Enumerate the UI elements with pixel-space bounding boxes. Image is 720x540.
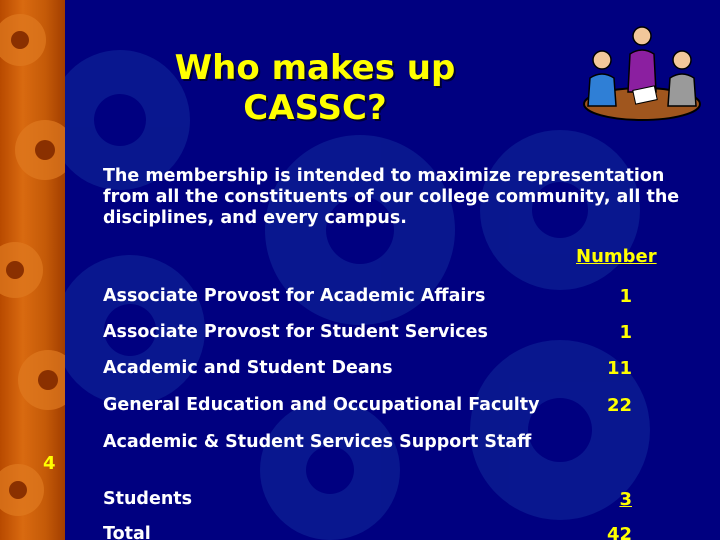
- member-row-value: 42: [606, 524, 632, 540]
- intro-paragraph: The membership is intended to maximize representation from all the constituents of our college community, all the disciplines, and every campus.: [103, 166, 680, 228]
- member-row-value: 22: [606, 395, 632, 416]
- member-row-label: Academic & Student Services Support Staff: [103, 432, 532, 452]
- meeting-clipart-icon: [576, 14, 708, 128]
- slide-title: Who makes up CASSC?: [174, 48, 456, 128]
- member-row-value: 3: [619, 489, 632, 510]
- member-row-label: Total: [103, 524, 151, 540]
- member-row-label: Associate Provost for Academic Affairs: [103, 286, 486, 306]
- member-row-value: 11: [606, 358, 632, 379]
- member-row-label: Associate Provost for Student Services: [103, 322, 488, 342]
- member-row-label: Academic and Student Deans: [103, 358, 393, 378]
- number-column-header: Number: [576, 246, 657, 267]
- member-row-value: 1: [619, 286, 632, 307]
- member-row-value: 1: [619, 322, 632, 343]
- member-row-label: Students: [103, 489, 193, 509]
- member-row-value: 4: [43, 453, 56, 474]
- member-row-label: General Education and Occupational Faculty: [103, 395, 540, 415]
